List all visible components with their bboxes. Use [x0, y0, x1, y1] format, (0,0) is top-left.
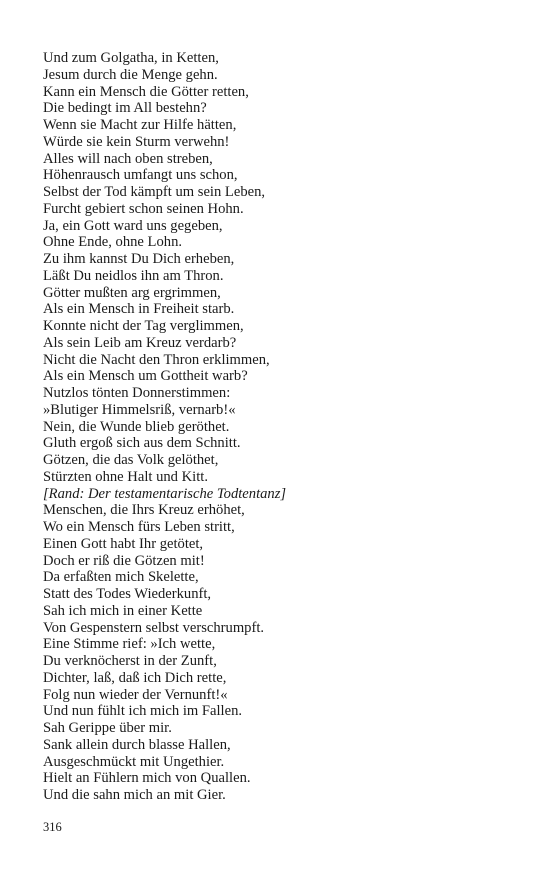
poem-line: Nutzlos tönten Donnerstimmen:: [43, 385, 231, 401]
poem-line: Götter mußten arg ergrimmen,: [43, 284, 221, 301]
poem-line: Als sein Leib am Kreuz verdarb?: [43, 334, 237, 351]
poem-line: Als ein Mensch um Gottheit warb?: [43, 368, 248, 385]
poem-line: Folg nun wieder der Vernunft!«: [43, 686, 228, 703]
poem-line: Würde sie kein Sturm verwehn!: [43, 133, 230, 150]
poem-line: Selbst der Tod kämpft um sein Leben,: [43, 184, 266, 200]
poem-line: Du verknöcherst in der Zunft,: [43, 653, 217, 669]
poem-line: Sank allein durch blasse Hallen,: [43, 736, 231, 753]
poem-line: Wo ein Mensch fürs Leben stritt,: [43, 519, 235, 535]
poem-line: Alles will nach oben streben,: [43, 150, 213, 167]
poem-line: Furcht gebiert schon seinen Hohn.: [43, 200, 244, 217]
poem-line: Und die sahn mich an mit Gier.: [43, 787, 226, 803]
poem-line: Wenn sie Macht zur Hilfe hätten,: [43, 117, 237, 133]
poem-line: Da erfaßten mich Skelette,: [43, 569, 199, 586]
poem-line: Eine Stimme rief: »Ich wette,: [43, 636, 216, 653]
page-number: 316: [43, 820, 62, 834]
poem-line: Ja, ein Gott ward uns gegeben,: [43, 217, 223, 234]
poem-line: Zu ihm kannst Du Dich erheben,: [43, 251, 235, 267]
poem-line: Die bedingt im All bestehn?: [43, 100, 207, 117]
poem-line: Statt des Todes Wiederkunft,: [43, 586, 212, 602]
poem-line: Sah Gerippe über mir.: [43, 720, 172, 736]
poem-line: Doch er riß die Götzen mit!: [43, 552, 205, 569]
poem-line: Sah ich mich in einer Kette: [43, 602, 203, 619]
poem-line: Dichter, laß, daß ich Dich rette,: [43, 669, 227, 686]
poem-line: Jesum durch die Menge gehn.: [43, 66, 218, 83]
poem-line: »Blutiger Himmelsriß, vernarb!«: [43, 401, 236, 418]
poem-line: Und nun fühlt ich mich im Fallen.: [43, 703, 243, 720]
poem-line: Menschen, die Ihrs Kreuz erhöhet,: [43, 502, 245, 519]
poem-line: Stürzten ohne Halt und Kitt.: [43, 468, 208, 485]
poem-line: Als ein Mensch in Freiheit starb.: [43, 301, 235, 318]
poem-line: Von Gespenstern selbst verschrumpft.: [43, 619, 265, 636]
poem-line: Götzen, die das Volk gelöthet,: [43, 452, 219, 468]
poem-line: Höhenrausch umfangt uns schon,: [43, 167, 238, 184]
poem-line: Konnte nicht der Tag verglimmen,: [43, 318, 244, 334]
poem-line: Nicht die Nacht den Thron erklimmen,: [43, 351, 270, 368]
poem-line: Ausgeschmückt mit Ungethier.: [43, 753, 225, 770]
poem-line: Und zum Golgatha, in Ketten,: [43, 50, 219, 66]
poem-line: Läßt Du neidlos ihn am Thron.: [43, 267, 224, 284]
poem-line: Kann ein Mensch die Götter retten,: [43, 83, 249, 100]
poem-line: Hielt an Fühlern mich von Quallen.: [43, 770, 251, 787]
margin-note-line: [Rand: Der testamentarische Todtentanz]: [43, 485, 287, 502]
poem-line: Nein, die Wunde blieb geröthet.: [43, 418, 230, 435]
poem-line: Ohne Ende, ohne Lohn.: [43, 234, 183, 251]
poem-line: Gluth ergoß sich aus dem Schnitt.: [43, 435, 241, 452]
poem-text: [43, 50, 286, 804]
poem-line: Einen Gott habt Ihr getötet,: [43, 535, 204, 552]
